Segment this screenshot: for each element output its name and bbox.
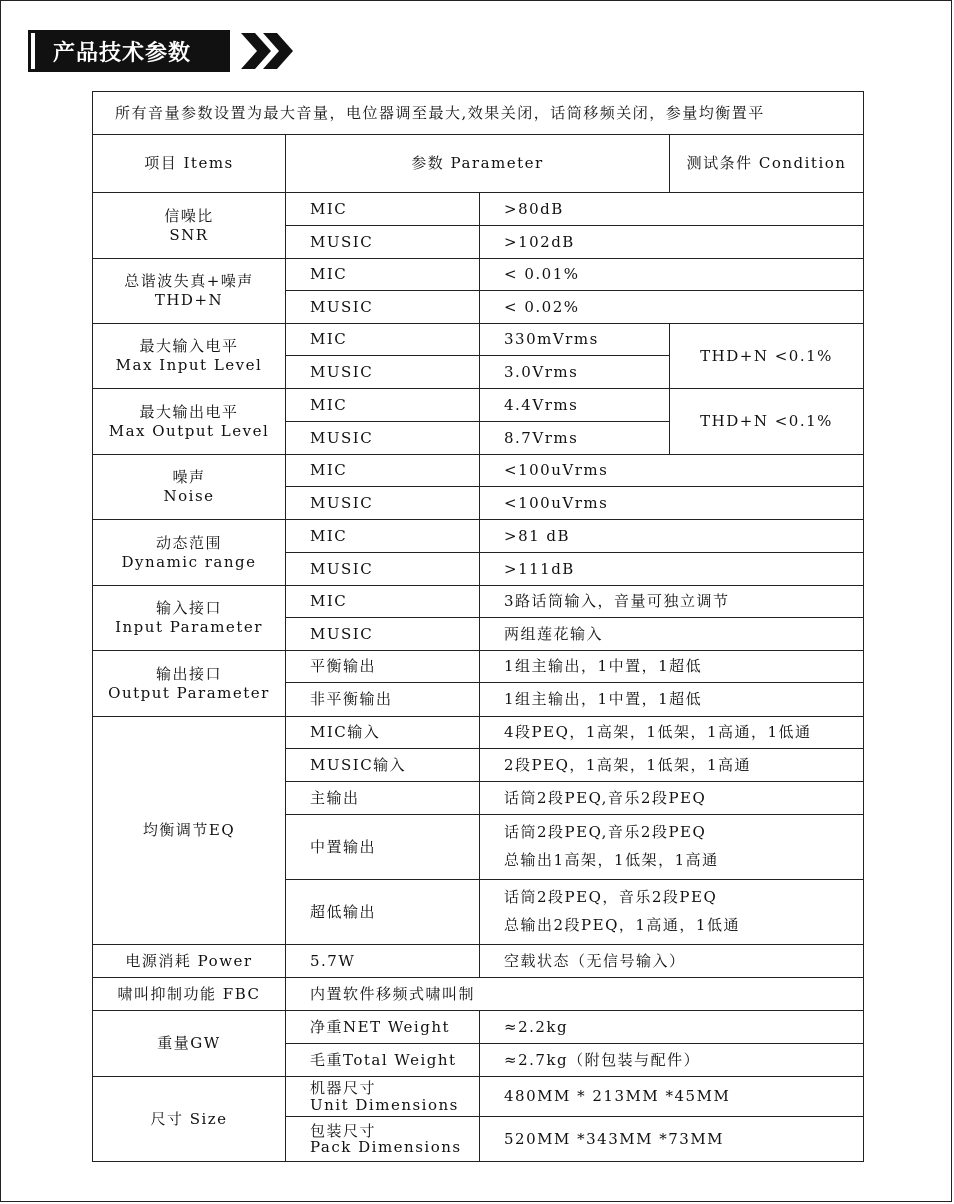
snr-mic: MIC [286, 193, 480, 226]
max-input-label: 最大输入电平 Max Input Level [93, 324, 286, 389]
dynamic-mic-value: >81 dB [480, 520, 864, 553]
test-note: 所有音量参数设置为最大音量，电位器调至最大,效果关闭，话筒移频关闭，参量均衡置平 [93, 92, 864, 135]
eq-sub-output-value: 话筒2段PEQ，音乐2段PEQ 总输出2段PEQ，1高通，1低通 [480, 880, 864, 945]
output-label: 输出接口 Output Parameter [93, 651, 286, 717]
thd-mic: MIC [286, 259, 480, 291]
noise-music: MUSIC [286, 487, 480, 520]
output-unbalanced: 非平衡输出 [286, 683, 480, 717]
header-parameter: 参数 Parameter [286, 135, 670, 193]
eq-label: 均衡调节EQ [93, 717, 286, 945]
section-header [31, 33, 297, 69]
dynamic-mic: MIC [286, 520, 480, 553]
section-title: 产品技术参数 [31, 33, 227, 69]
snr-music-value: >102dB [480, 226, 864, 259]
max-input-mic: MIC [286, 324, 480, 356]
max-input-music: MUSIC [286, 356, 480, 389]
snr-label: 信噪比 SNR [93, 193, 286, 259]
eq-center-output: 中置输出 [286, 815, 480, 880]
power-condition: 空载状态（无信号输入） [480, 945, 864, 978]
max-input-music-value: 3.0Vrms [480, 356, 670, 389]
eq-mic-input-value: 4段PEQ，1高架，1低架，1高通，1低通 [480, 717, 864, 749]
thd-music: MUSIC [286, 291, 480, 324]
size-unit-value: 480MM * 213MM *45MM [480, 1077, 864, 1117]
max-output-label: 最大输出电平 Max Output Level [93, 389, 286, 455]
eq-main-output: 主输出 [286, 782, 480, 815]
dynamic-label: 动态范围 Dynamic range [93, 520, 286, 586]
size-pack: 包装尺寸 Pack Dimensions [286, 1117, 480, 1162]
thd-label: 总谐波失真+噪声 THD+N [93, 259, 286, 324]
noise-mic: MIC [286, 455, 480, 487]
input-mic: MIC [286, 586, 480, 618]
output-balanced: 平衡输出 [286, 651, 480, 683]
eq-music-input-value: 2段PEQ，1高架，1低架，1高通 [480, 749, 864, 782]
dynamic-music: MUSIC [286, 553, 480, 586]
size-label: 尺寸 Size [93, 1077, 286, 1162]
eq-center-output-value: 话筒2段PEQ,音乐2段PEQ 总输出1高架，1低架，1高通 [480, 815, 864, 880]
input-mic-value: 3路话筒输入，音量可独立调节 [480, 586, 864, 618]
spec-table [92, 91, 864, 1162]
weight-net: 净重NET Weight [286, 1011, 480, 1044]
size-unit: 机器尺寸 Unit Dimensions [286, 1077, 480, 1117]
max-input-mic-value: 330mVrms [480, 324, 670, 356]
weight-label: 重量GW [93, 1011, 286, 1077]
header-condition: 测试条件 Condition [670, 135, 864, 193]
noise-label: 噪声 Noise [93, 455, 286, 520]
noise-mic-value: <100uVrms [480, 455, 864, 487]
eq-music-input: MUSIC输入 [286, 749, 480, 782]
eq-main-output-value: 话筒2段PEQ,音乐2段PEQ [480, 782, 864, 815]
header-items: 项目 Items [93, 135, 286, 193]
max-output-music: MUSIC [286, 422, 480, 455]
weight-net-value: ≈2.2kg [480, 1011, 864, 1044]
max-output-mic-value: 4.4Vrms [480, 389, 670, 422]
double-chevron-icon [241, 33, 297, 69]
dynamic-music-value: >111dB [480, 553, 864, 586]
input-label: 输入接口 Input Parameter [93, 586, 286, 651]
output-unbalanced-value: 1组主输出，1中置，1超低 [480, 683, 864, 717]
fbc-label: 啸叫抑制功能 FBC [93, 978, 286, 1011]
input-music: MUSIC [286, 618, 480, 651]
size-pack-value: 520MM *343MM *73MM [480, 1117, 864, 1162]
eq-sub-output: 超低输出 [286, 880, 480, 945]
eq-mic-input: MIC输入 [286, 717, 480, 749]
weight-total: 毛重Total Weight [286, 1044, 480, 1077]
max-input-condition: THD+N <0.1% [670, 324, 864, 389]
max-output-mic: MIC [286, 389, 480, 422]
input-music-value: 两组莲花输入 [480, 618, 864, 651]
max-output-music-value: 8.7Vrms [480, 422, 670, 455]
thd-music-value: < 0.02% [480, 291, 864, 324]
snr-mic-value: >80dB [480, 193, 864, 226]
power-label: 电源消耗 Power [93, 945, 286, 978]
output-balanced-value: 1组主输出，1中置，1超低 [480, 651, 864, 683]
thd-mic-value: < 0.01% [480, 259, 864, 291]
fbc-value: 内置软件移频式啸叫制 [286, 978, 864, 1011]
power-value: 5.7W [286, 945, 480, 978]
noise-music-value: <100uVrms [480, 487, 864, 520]
snr-music: MUSIC [286, 226, 480, 259]
max-output-condition: THD+N <0.1% [670, 389, 864, 455]
weight-total-value: ≈2.7kg（附包装与配件） [480, 1044, 864, 1077]
